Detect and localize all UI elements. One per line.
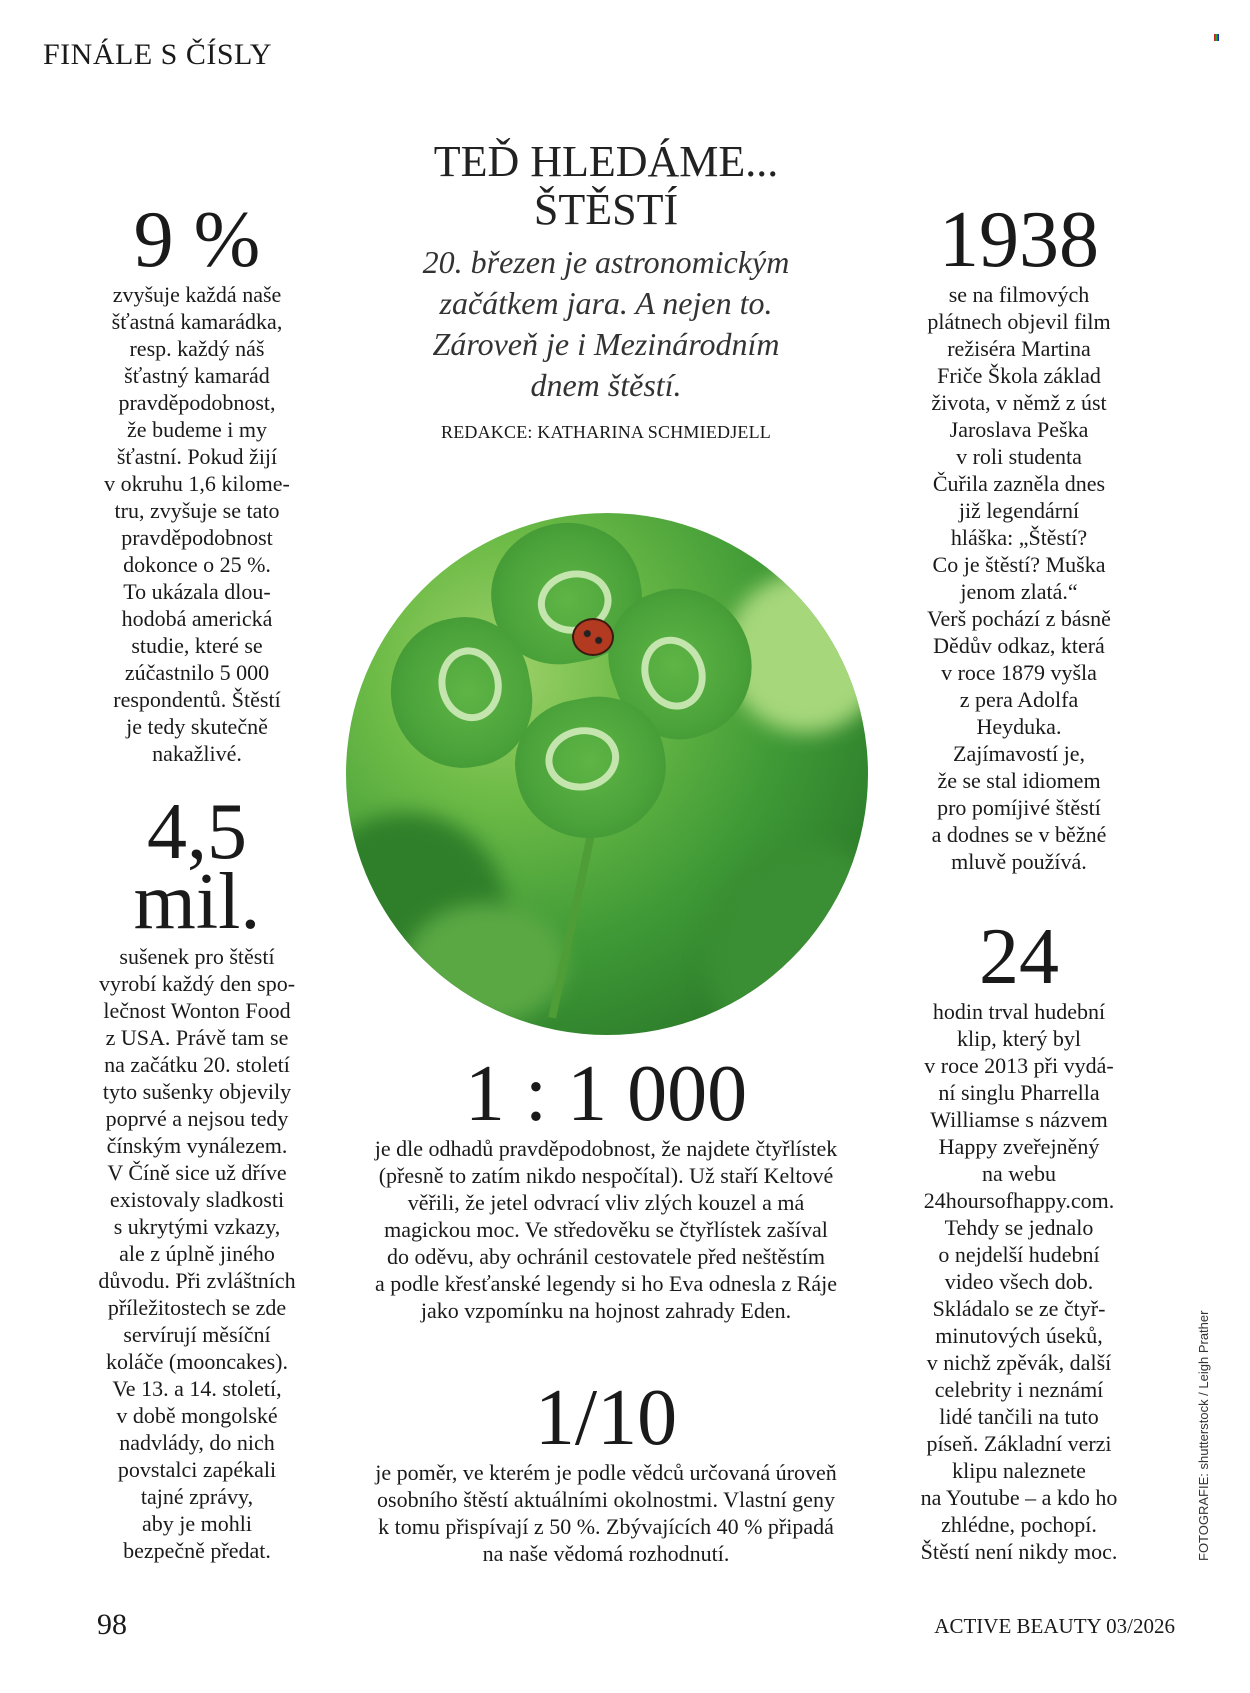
text-line: nakažlivé. bbox=[152, 741, 242, 766]
text-line: píseň. Základní verzi bbox=[926, 1431, 1112, 1456]
text-line: ní singlu Pharrella bbox=[938, 1080, 1100, 1105]
text-line: je dle odhadů pravděpodobnost, že najdete čtyřlístek bbox=[374, 1136, 838, 1161]
fact-text-four-leaf-clover bbox=[306, 1135, 906, 1324]
text-line: Co je štěstí? Muška bbox=[932, 552, 1106, 577]
text-line: tyto sušenky objevily bbox=[102, 1079, 292, 1104]
text-line: že budeme i my bbox=[127, 417, 267, 442]
fact-text-9-percent bbox=[47, 281, 347, 767]
text-line: se na filmových bbox=[948, 282, 1090, 307]
text-line: ale z úplně jiného bbox=[119, 1241, 275, 1266]
text-line: a dodnes se v běžné bbox=[931, 822, 1107, 847]
text-line: hodin trval hudební bbox=[932, 999, 1106, 1024]
text-line: důvodu. Při zvláštních bbox=[98, 1268, 296, 1293]
page-number: 98 bbox=[97, 1608, 127, 1641]
text-line: koláče (mooncakes). bbox=[105, 1349, 289, 1374]
text-line: lečnost Wonton Food bbox=[103, 998, 291, 1023]
text-line: povstalci zapékali bbox=[117, 1457, 277, 1482]
text-line: jako vzpomínku na hojnost zahrady Eden. bbox=[420, 1298, 792, 1323]
text-line: života, v němž z úst bbox=[931, 390, 1107, 415]
text-line: na naše vědomá rozhodnutí. bbox=[482, 1541, 730, 1566]
text-line: lidé tančili na tuto bbox=[939, 1404, 1099, 1429]
text-line: pravděpodobnost bbox=[121, 525, 273, 550]
text-line: Williamse s názvem bbox=[930, 1107, 1108, 1132]
text-line: o nejdelší hudební bbox=[938, 1242, 1100, 1267]
text-line: nadvlády, do nich bbox=[119, 1430, 275, 1455]
text-line: v roli studenta bbox=[956, 444, 1082, 469]
fact-text-24-hours bbox=[869, 998, 1169, 1565]
text-line: věřili, že jetel odvrací vliv zlých kouzel a má bbox=[407, 1190, 805, 1215]
text-line: Dědův odkaz, která bbox=[933, 633, 1105, 658]
text-line: bezpečně předat. bbox=[123, 1538, 271, 1563]
text-line: že se stal idiomem bbox=[937, 768, 1101, 793]
text-line: již legendární bbox=[958, 498, 1080, 523]
figure-4-5: 4,5 bbox=[147, 788, 247, 876]
text-line: existovaly sladkosti bbox=[109, 1187, 285, 1212]
subtitle-line: začátkem jara. A nejen to. bbox=[439, 285, 773, 321]
text-line: s ukrytými vzkazy, bbox=[113, 1214, 281, 1239]
section-header: FINÁLE S ČÍSLY bbox=[43, 38, 273, 71]
text-line: zhlédne, pochopí. bbox=[941, 1512, 1097, 1537]
text-line: zvyšuje každá naše bbox=[112, 282, 282, 307]
text-line: plátnech objevil film bbox=[927, 309, 1111, 334]
text-line: klip, který byl bbox=[956, 1026, 1082, 1051]
text-line: Čuřila zazněla dnes bbox=[932, 471, 1106, 496]
article-subtitle bbox=[306, 242, 906, 406]
text-line: magickou moc. Ve středověku se čtyřlístek zašíval bbox=[384, 1217, 828, 1242]
text-line: na začátku 20. století bbox=[104, 1052, 290, 1077]
text-line: šťastní. Pokud žijí bbox=[116, 444, 278, 469]
text-line: na Youtube – a kdo ho bbox=[920, 1485, 1118, 1510]
text-line: je poměr, ve kterém je podle vědců určovaná úroveň bbox=[375, 1460, 837, 1485]
article-title bbox=[306, 138, 906, 234]
text-line: Tehdy se jednalo bbox=[944, 1215, 1094, 1240]
photo-credit: FOTOGRAFIE: shutterstock / Leigh Prather bbox=[1196, 1310, 1211, 1561]
figure-1938: 1938 bbox=[939, 196, 1099, 284]
text-line: V Číně sice už dříve bbox=[107, 1160, 287, 1185]
text-line: v nichž zpěvák, další bbox=[926, 1350, 1112, 1375]
text-line: To ukázala dlou- bbox=[123, 579, 271, 604]
text-line: Štěstí není nikdy moc. bbox=[920, 1539, 1118, 1564]
ladybug bbox=[572, 618, 614, 656]
text-line: na webu bbox=[982, 1161, 1056, 1186]
text-line: Happy zveřejněný bbox=[938, 1134, 1100, 1159]
text-line: šťastný kamarád bbox=[124, 363, 270, 388]
title-line-1: TEĎ HLEDÁME... bbox=[433, 137, 779, 186]
figure-24: 24 bbox=[979, 913, 1059, 1001]
text-line: v okruhu 1,6 kilome- bbox=[104, 471, 290, 496]
text-line: režiséra Martina bbox=[947, 336, 1091, 361]
fact-text-genes bbox=[306, 1459, 906, 1567]
text-line: hodobá americká bbox=[121, 606, 273, 631]
text-line: pravděpodobnost, bbox=[118, 390, 276, 415]
text-line: studie, které se bbox=[131, 633, 263, 658]
text-line: jenom zlatá.“ bbox=[960, 579, 1078, 604]
text-line: příležitostech se zde bbox=[107, 1295, 287, 1320]
subtitle-line: dnem štěstí. bbox=[530, 367, 682, 403]
text-line: servírují měsíční bbox=[123, 1322, 271, 1347]
text-line: do oděvu, aby ochránil cestovatele před neštěstím bbox=[386, 1244, 826, 1269]
text-line: dokonce o 25 %. bbox=[123, 552, 271, 577]
text-line: Ve 13. a 14. století, bbox=[112, 1376, 282, 1401]
title-line-2: ŠTĚSTÍ bbox=[533, 185, 679, 234]
text-line: z USA. Právě tam se bbox=[105, 1025, 289, 1050]
figure-9-percent: 9 % bbox=[133, 196, 261, 284]
subtitle-line: Zároveň je i Mezinárodním bbox=[432, 326, 780, 362]
text-line: v době mongolské bbox=[116, 1403, 278, 1428]
text-line: Friče Škola základ bbox=[937, 363, 1101, 388]
print-color-marker bbox=[1214, 34, 1219, 41]
text-line: video všech dob. bbox=[944, 1269, 1094, 1294]
text-line: je tedy skutečně bbox=[126, 714, 268, 739]
text-line: minutových úseků, bbox=[935, 1323, 1103, 1348]
text-line: vyrobí každý den spo- bbox=[98, 971, 296, 996]
text-line: v roce 2013 při vydá- bbox=[924, 1053, 1114, 1078]
subtitle-line: 20. březen je astronomickým bbox=[422, 244, 790, 280]
magazine-issue: ACTIVE BEAUTY 03/2026 bbox=[934, 1614, 1175, 1638]
text-line: mluvě používá. bbox=[951, 849, 1087, 874]
text-line: (přesně to zatím nikdo nespočítal). Už staří Keltové bbox=[378, 1163, 834, 1188]
text-line: respondentů. Štěstí bbox=[113, 687, 281, 712]
text-line: klipu naleznete bbox=[952, 1458, 1086, 1483]
text-line: zúčastnilo 5 000 bbox=[124, 660, 270, 685]
text-line: celebrity i neznámí bbox=[934, 1377, 1104, 1402]
text-line: šťastná kamarádka, bbox=[111, 309, 283, 334]
text-line: Zajímavostí je, bbox=[953, 741, 1085, 766]
byline: REDAKCE: KATHARINA SCHMIEDJELL bbox=[441, 422, 771, 442]
text-line: osobního štěstí aktuálními okolnostmi. Vlastní geny bbox=[377, 1487, 835, 1512]
fact-text-1938 bbox=[869, 281, 1169, 875]
text-line: pro pomíjivé štěstí bbox=[937, 795, 1101, 820]
text-line: sušenek pro štěstí bbox=[119, 944, 275, 969]
text-line: z pera Adolfa bbox=[959, 687, 1079, 712]
text-line: resp. každý náš bbox=[129, 336, 265, 361]
text-line: tajné zprávy, bbox=[140, 1484, 254, 1509]
figure-1-to-1000: 1 : 1 000 bbox=[464, 1050, 748, 1138]
figure-1-10: 1/10 bbox=[534, 1374, 678, 1462]
four-leaf-clover-photo bbox=[346, 513, 868, 1035]
figure-mil: mil. bbox=[133, 858, 261, 946]
text-line: v roce 1879 vyšla bbox=[941, 660, 1097, 685]
text-line: poprvé a nejsou tedy bbox=[105, 1106, 289, 1131]
text-line: k tomu přispívají z 50 %. Zbývajících 40 % připadá bbox=[378, 1514, 834, 1539]
text-line: Jaroslava Peška bbox=[949, 417, 1089, 442]
text-line: Verš pochází z básně bbox=[927, 606, 1111, 631]
fact-text-fortune-cookies bbox=[47, 943, 347, 1564]
text-line: Heyduka. bbox=[976, 714, 1062, 739]
text-line: čínským vynálezem. bbox=[106, 1133, 288, 1158]
text-line: Skládalo se ze čtyř- bbox=[932, 1296, 1106, 1321]
text-line: aby je mohli bbox=[142, 1511, 252, 1536]
text-line: a podle křesťanské legendy si ho Eva odnesla z Ráje bbox=[374, 1271, 838, 1296]
text-line: 24hoursofhappy.com. bbox=[923, 1188, 1115, 1213]
text-line: tru, zvyšuje se tato bbox=[114, 498, 280, 523]
text-line: hláška: „Štěstí? bbox=[950, 525, 1088, 550]
